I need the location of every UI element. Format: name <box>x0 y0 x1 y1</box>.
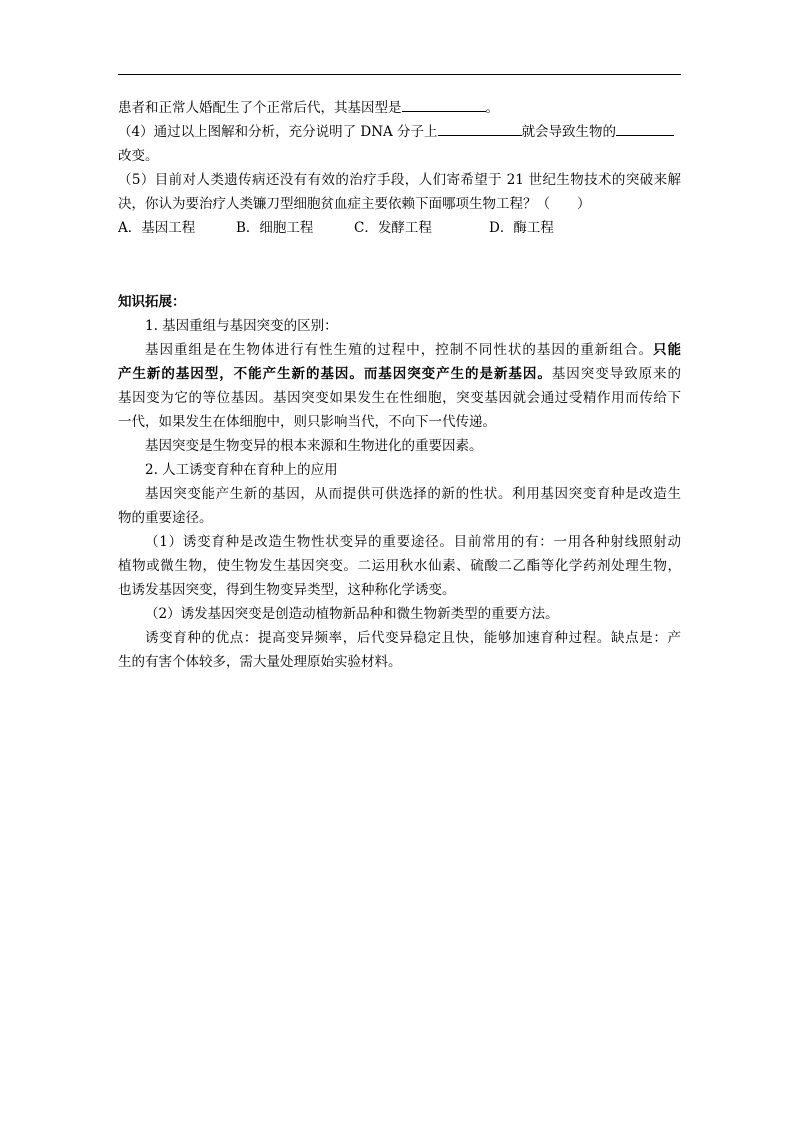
p4-line-3: 也诱发基因突变，得到生物变异类型，这种称化学诱变。 <box>118 582 456 598</box>
header-rule <box>118 74 681 75</box>
p1-line2-normal: 基因突变导致原来的 <box>551 366 681 382</box>
q3-end-text: 。 <box>485 100 499 116</box>
q5-line-2: 决，你认为要治疗人类镰刀型细胞贫血症主要依赖下面哪项生物工程？（ ） <box>118 196 591 212</box>
q4-part2: 就会导致生物的 <box>521 124 617 140</box>
option-d[interactable]: D．酶工程 <box>489 220 554 236</box>
q5-options <box>118 216 681 240</box>
item2-title: 2. 人工诱变育种在育种上的应用 <box>145 462 338 478</box>
p5: （2）诱发基因突变是创造动植物新品种和微生物新类型的重要方法。 <box>145 606 559 622</box>
answer-blank-dna[interactable] <box>438 120 522 136</box>
p1-line-3: 基因变为它的等位基因。基因突变如果发生在性细胞，突变基因就会通过受精作用而传给下 <box>118 390 681 406</box>
p1-line-2 <box>118 362 681 386</box>
p1-line1-normal: 基因重组是在生物体进行有性生殖的过程中，控制不同性状的基因的重新组合。 <box>145 342 653 358</box>
p4-line-2: 植物或微生物，使生物发生基因突变。二运用秋水仙素、硫酸二乙酯等化学药剂处理生物， <box>118 558 681 574</box>
p6-line-1: 诱变育种的优点：提高变异频率，后代变异稳定且快，能够加速育种过程。缺点是：产 <box>145 630 681 646</box>
q4-line-2: 改变。 <box>118 148 159 164</box>
p1-line2-bold: 产生新的基因型，不能产生新的基因。而基因突变产生的是新基因。 <box>118 366 552 382</box>
extension-heading: 知识拓展： <box>118 294 186 310</box>
answer-blank-trait[interactable] <box>616 120 674 136</box>
answer-blank-genotype[interactable] <box>402 96 486 112</box>
option-c[interactable]: C．发酵工程 <box>354 220 432 236</box>
p1-line1-bold: 只能 <box>653 342 681 358</box>
q3-tail-line <box>118 96 681 120</box>
p3-line-1: 基因突变能产生新的基因，从而提供可供选择的新的性状。利用基因突变育种是改造生 <box>145 486 681 502</box>
q4-part1: （4）通过以上图解和分析，充分说明了 DNA 分子上 <box>118 124 438 140</box>
option-b[interactable]: B．细胞工程 <box>236 220 314 236</box>
p6-line-2: 生的有害个体较多，需大量处理原始实验材料。 <box>118 654 402 670</box>
p4-line-1: （1）诱变育种是改造生物性状变异的重要途径。目前常用的有：一用各种射线照射动 <box>145 534 681 550</box>
p1-line-1 <box>118 338 681 362</box>
p2: 基因突变是生物变异的根本来源和生物进化的重要因素。 <box>145 438 483 454</box>
section-gap <box>118 240 681 290</box>
item1-title: 1. 基因重组与基因突变的区别： <box>145 318 338 334</box>
option-a[interactable]: A．基因工程 <box>118 220 196 236</box>
q4-line-1 <box>118 120 681 144</box>
document-body <box>118 96 681 674</box>
q5-line-1: （5）目前对人类遗传病还没有有效的治疗手段，人们寄希望于 21 世纪生物技术的突破来解 <box>118 172 681 188</box>
p3-line-2: 物的重要途径。 <box>118 510 213 526</box>
q3-tail-text: 患者和正常人婚配生了个正常后代，其基因型是 <box>118 100 402 116</box>
p1-line-4: 一代，如果发生在体细胞中，则只影响当代，不向下一代传递。 <box>118 414 496 430</box>
